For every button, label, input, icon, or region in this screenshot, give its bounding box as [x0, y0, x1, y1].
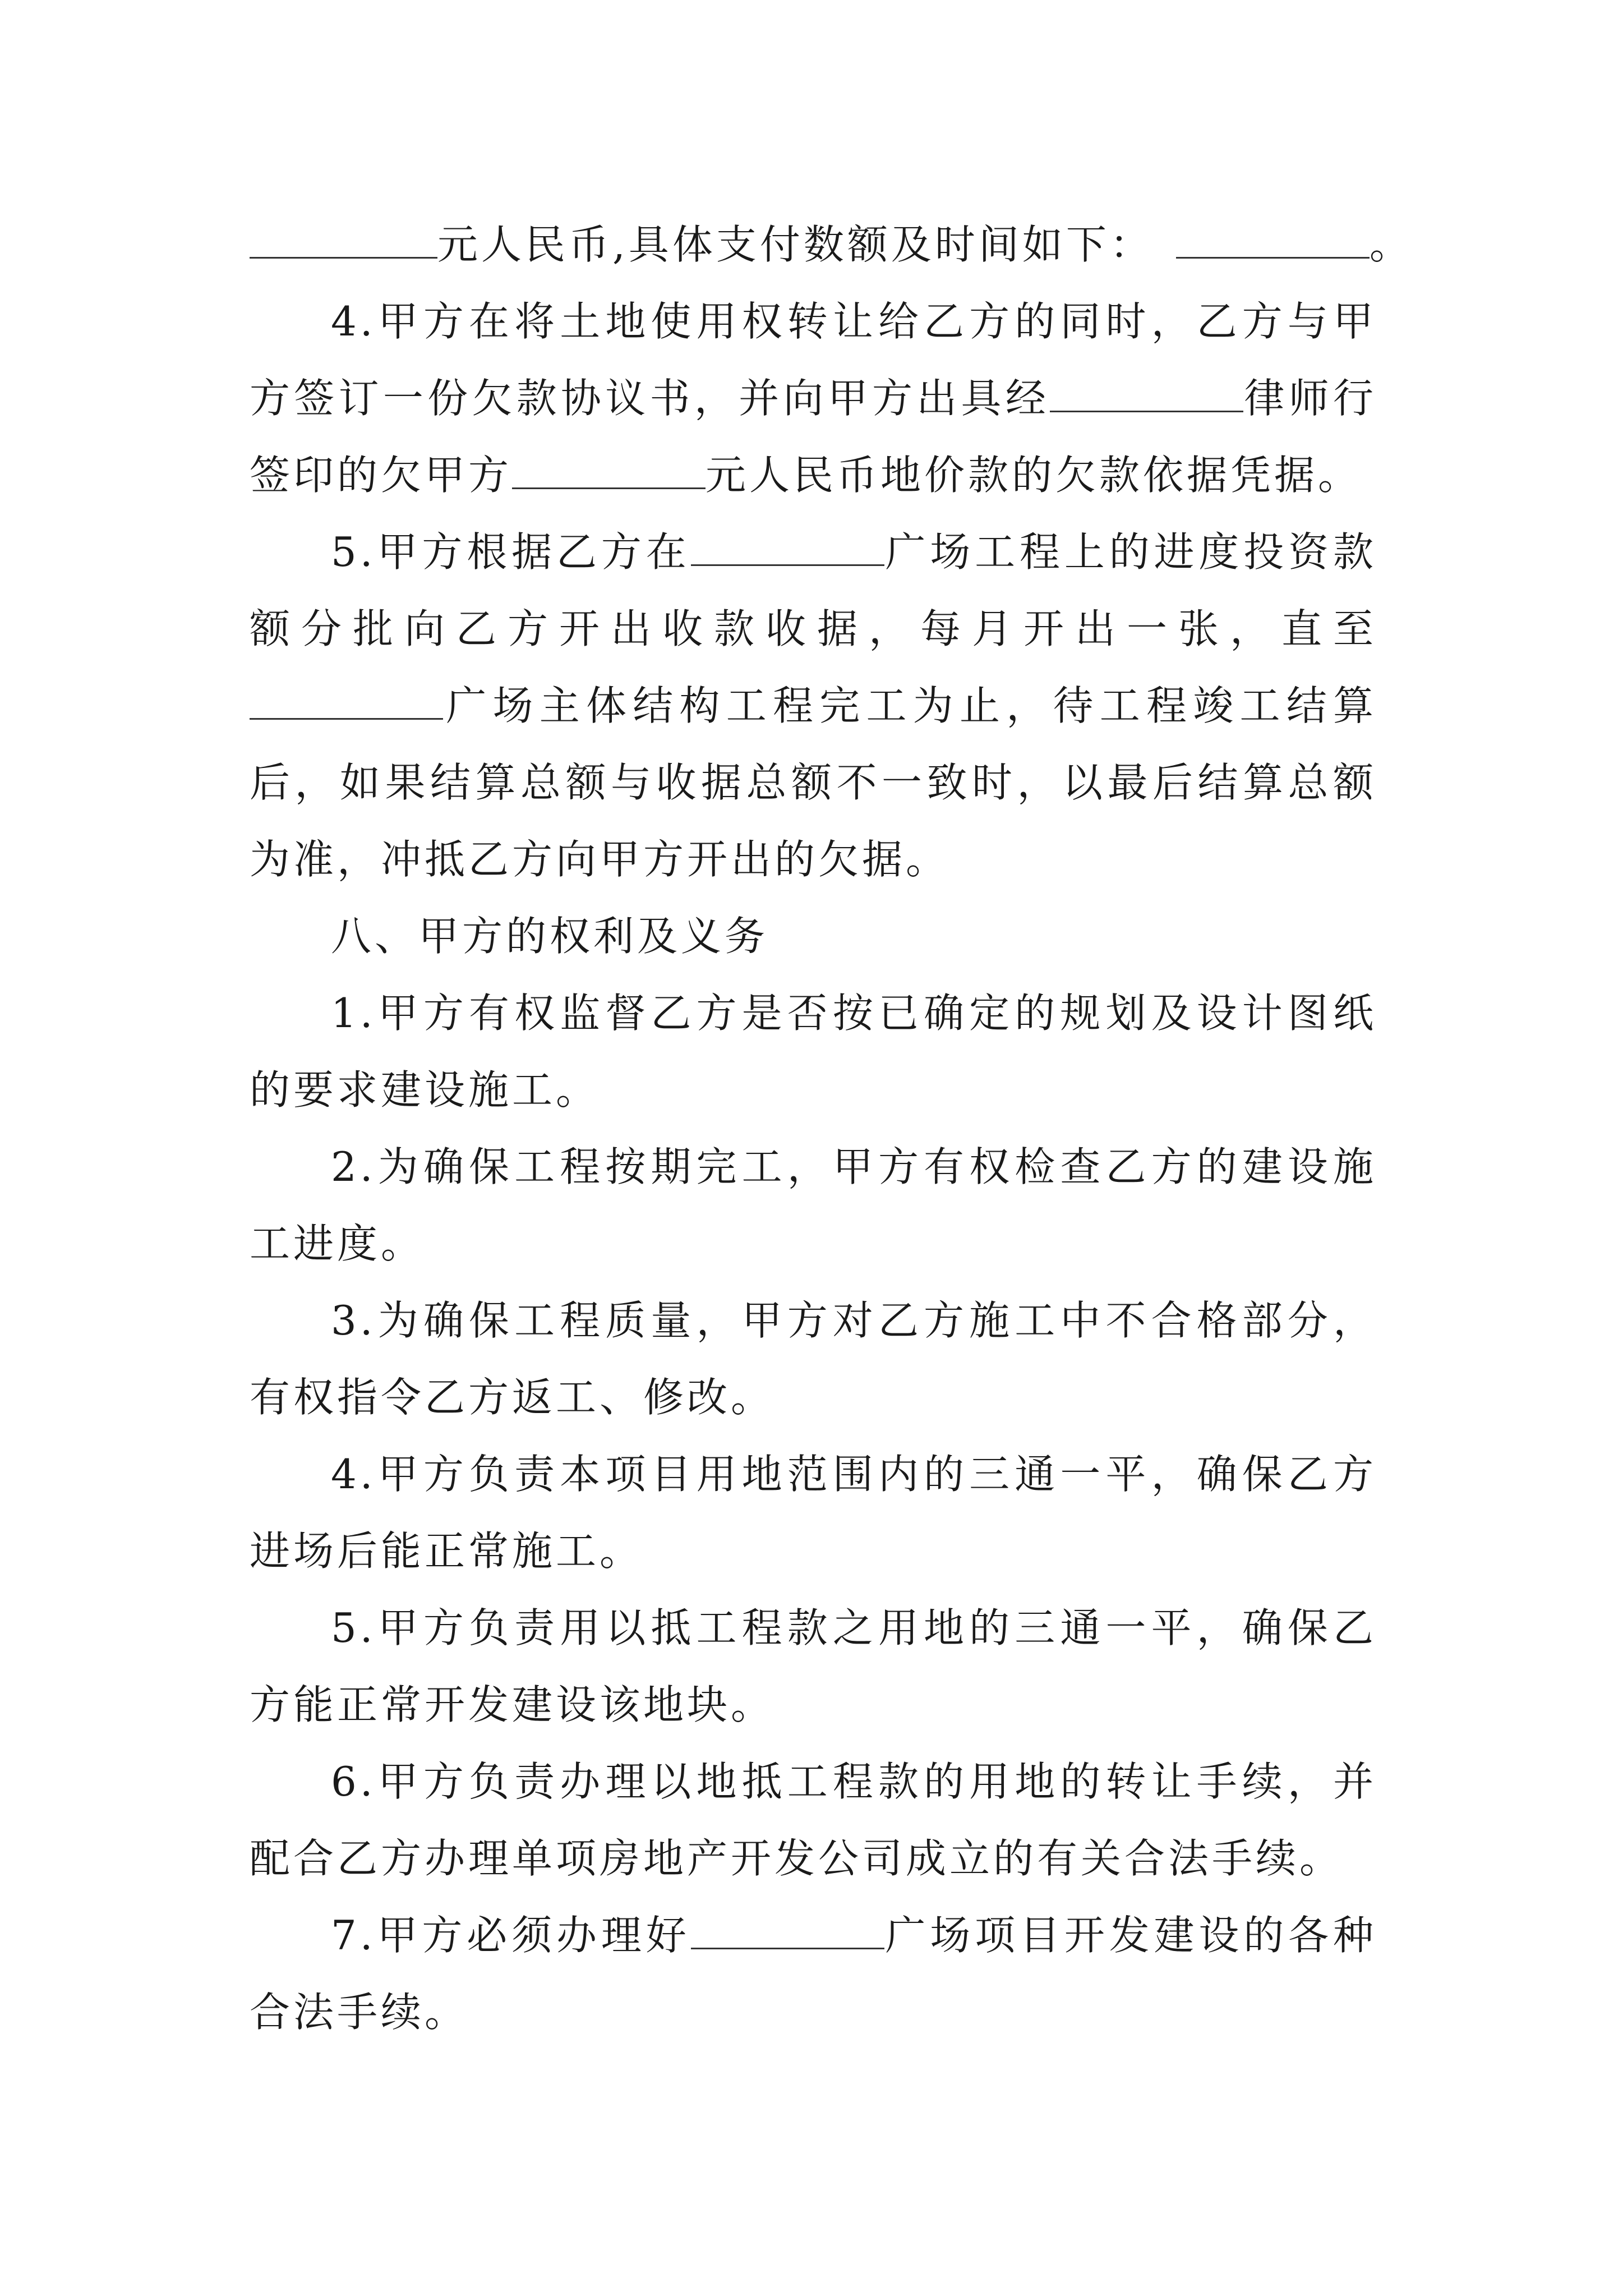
blank-field	[691, 1903, 884, 1949]
payment-text: 元人民币,具体支付数额及时间如下：	[437, 221, 1154, 268]
paragraph-payment	[250, 206, 1413, 283]
right-item-4: 4.甲方负责本项目用地范围内的三通一平，确保乙方进场后能正常施工。	[250, 1451, 1377, 1575]
right-item-6: 6.甲方负责办理以地抵工程款的用地的转让手续，并配合乙方办理单项房地产开发公司成立的有关合法手续。	[250, 1758, 1377, 1882]
blank-field	[250, 212, 437, 259]
paragraph-item-4	[250, 283, 1377, 514]
item-5-text-a: 5.甲方根据乙方在	[331, 528, 691, 576]
period-mark: 。	[1369, 221, 1413, 268]
item-7-text-a: 7.甲方必须办理好	[331, 1912, 691, 1959]
blank-field	[512, 443, 706, 489]
section-title: 八、甲方的权利及义务	[331, 913, 769, 960]
right-item-1: 1.甲方有权监督乙方是否按已确定的规划及设计图纸的要求建设施工。	[250, 990, 1377, 1114]
right-item-2: 2.为确保工程按期完工，甲方有权检查乙方的建设施工进度。	[250, 1143, 1377, 1267]
blank-field	[1176, 212, 1370, 259]
item-4-text-b: 律师行签印的欠甲方	[250, 375, 1377, 499]
item-4-text-a: 4.甲方在将土地使用权转让给乙方的同时，乙方与甲方签订一份欠款协议书，并向甲方出具经	[250, 298, 1377, 422]
blank-field	[691, 519, 884, 566]
item-5-text-c: 广场主体结构工程完工为止，待工程竣工结算后，如果结算总额与收据总额不一致时，以最后结算总额为准，冲抵乙方向甲方开出的欠据。	[250, 682, 1377, 883]
item-5-text-b: 广场工程上的进度投资款额分批向乙方开出收款收据，每月开出一张，直至	[250, 528, 1377, 652]
blank-field	[1050, 366, 1243, 412]
blank-field	[250, 673, 443, 720]
right-item-5: 5.甲方负责用以抵工程款之用地的三通一平，确保乙方能正常开发建设该地块。	[250, 1604, 1377, 1728]
item-7-text-b: 广场项目开发建设的各种合法手续。	[250, 1912, 1377, 2036]
right-item-7	[250, 1897, 1377, 2051]
document-body	[250, 206, 1413, 2051]
item-4-text-c: 元人民币地价款的欠款依据凭据。	[706, 452, 1362, 499]
paragraph-item-5	[250, 514, 1377, 898]
right-item-3: 3.为确保工程质量，甲方对乙方施工中不合格部分，有权指令乙方返工、修改。	[250, 1297, 1377, 1421]
